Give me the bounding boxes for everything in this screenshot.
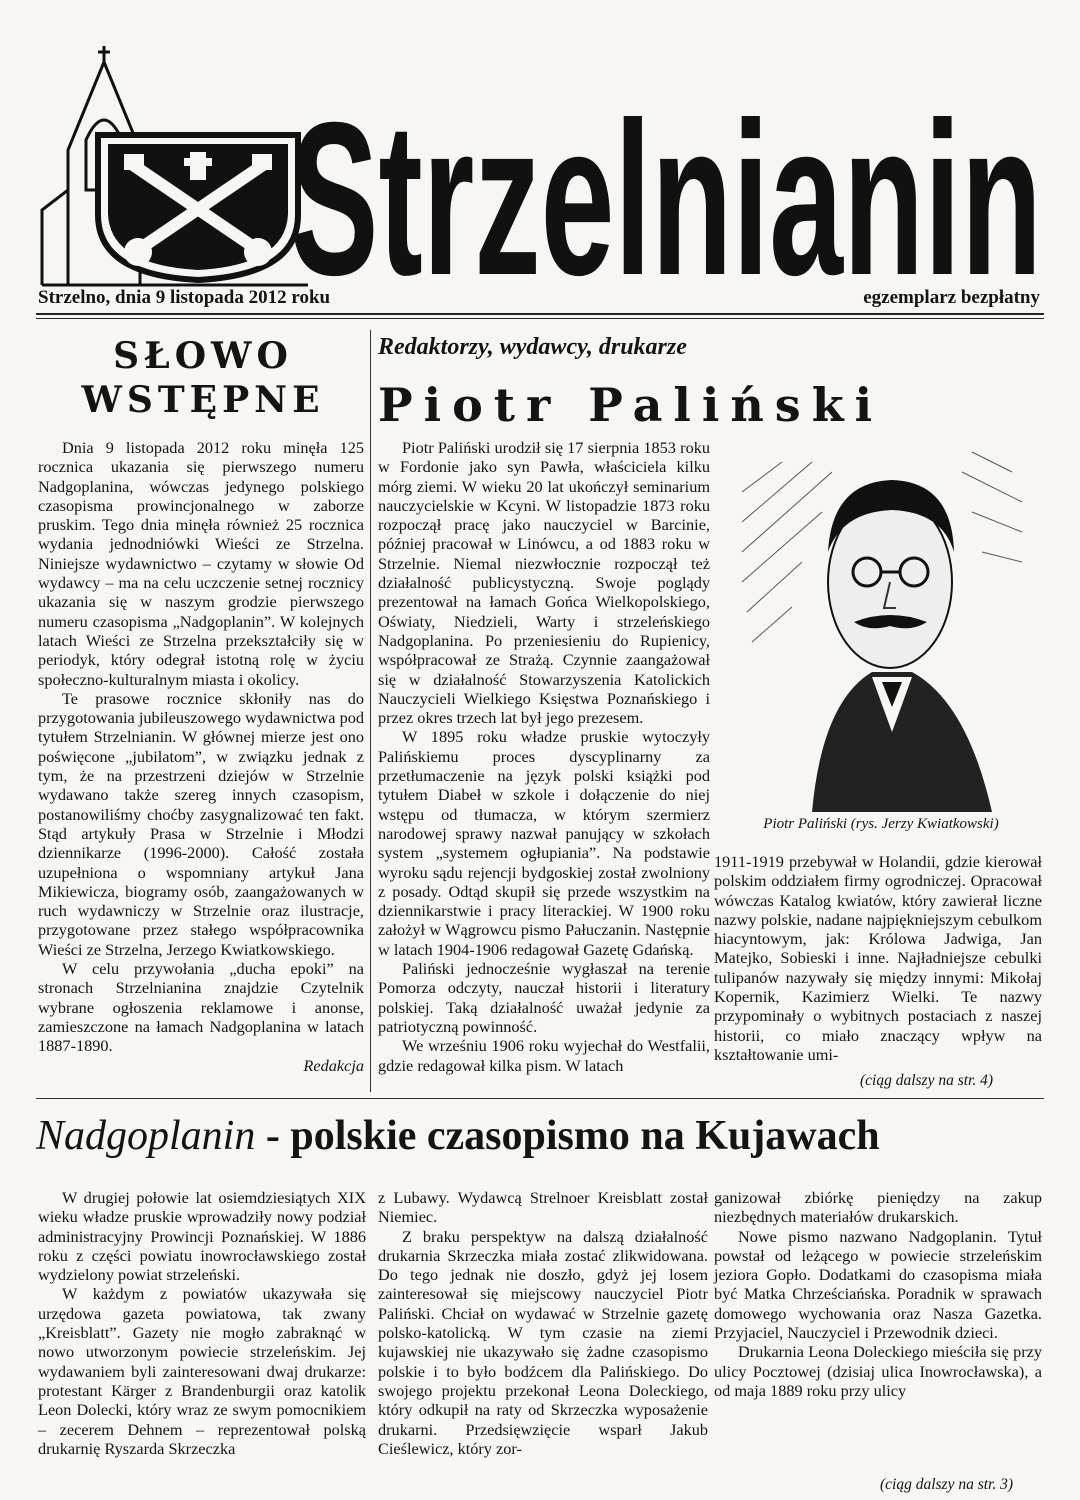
continued-note: (ciąg dalszy na str. 4) [860, 1072, 994, 1089]
article-paragraph: W każdym z powiatów ukazywała się urzędowa gazeta powiatowa, tak zwany „Kreisblatt”. Gazety nie mogło zabraknąć w nowo utworzonym powiecie strzeleńskim. Jej wydawaniem byli zainteresowani dwaj drukarze: protestant Kärger z Brandenburgii oraz katolik Leon Dolecki, który wraz ze swym pomocnikiem – zecerem Dehnem – reprezentował polską drukarnię Ryszarda Skrzeczka [38, 1284, 366, 1458]
portrait-illustration [722, 432, 1040, 814]
section-rule [36, 1098, 1044, 1099]
intro-heading-line1: SŁOWO [113, 335, 293, 377]
article-paragraph: W drugiej połowie lat osiemdziesiątych XIX wieku władze pruskie wprowadziły nowy podział administracyjny Prowincji Poznańskiej. W 1886 roku z części powiatu inowrocławskiego został wydzielony powiat strzeleński. [38, 1188, 366, 1285]
feature-paragraph: 1911-1919 przebywał w Holandii, gdzie kierował polskim oddziałem firmy ogrodniczej. Opracował wówczas Katalog kwiatów, który zawierał liczne nazwy polskie, nadane najpiękniejszym cebulkom hiacyntowym, jak: Królowa Jadwiga, Jan Matejko, Sobieski i inne. Najładniejsze cebulki tulipanów nazywały się między innymi: Mikołaj Kopernik, Kazimierz Wielki. Te nazwy przypominały o wybitnych postaciach z naszej historii, co miało znaczący wpływ na kształtowanie umi- [714, 852, 1042, 1064]
coat-of-arms-logo [28, 40, 318, 290]
feature-column-2 [714, 852, 1042, 1064]
intro-signature: Redakcja [303, 1055, 364, 1075]
feature-paragraph: We wrześniu 1906 roku wyjechał do Westfalii, gdzie redagował kilka pism. W latach [378, 1036, 710, 1075]
headline-italic: Nadgoplanin [36, 1113, 256, 1159]
article-column-2 [378, 1188, 708, 1458]
column-divider [370, 330, 371, 1092]
masthead-rule [36, 313, 1044, 315]
article-paragraph: ganizował zbiórkę pieniędzy na zakup niezbędnych materiałów drukarskich. [714, 1188, 1042, 1227]
feature-kicker: Redaktorzy, wydawcy, drukarze [378, 334, 687, 360]
intro-body [38, 438, 364, 1075]
masthead-title-text: Strzelnianin [290, 78, 1042, 286]
continued-note-2: (ciąg dalszy na str. 3) [880, 1476, 1014, 1493]
masthead-rule-thin [36, 318, 1044, 319]
intro-paragraph: Dnia 9 listopada 2012 roku minęła 125 rocznica ukazania się pierwszego numeru Nadgoplanina, wówczas jedynego polskiego czasopisma prowincjonalnego w zaborze pruskim. Tego dnia minęła również 25 rocznica wydania jednodniówki Wieści ze Strzelna. Niniejsze wydawnictwo – czytamy w słowie Od wydawcy – ma na celu uczczenie setnej rocznicy ukazania się w naszym grodzie pierwszego numeru czasopisma „Nadgoplanin”. W kolejnych latach Wieści ze Strzelna przekształciły się w periodyk, który odegrał istotną rolę w życiu społeczno-kulturalnym miasta i okolicy. [38, 438, 364, 689]
portrait-caption: Piotr Paliński (rys. Jerzy Kwiatkowski) [763, 816, 999, 832]
article-paragraph: z Lubawy. Wydawcą Strelnoer Kreisblatt został Niemiec. [378, 1188, 708, 1227]
headline-rest: - polskie czasopismo na Kujawach [255, 1113, 880, 1159]
feature-paragraph: W 1895 roku władze pruskie wytoczyły Palińskiemu proces dyscyplinarny za przetłumaczenie na język polski książki pod tytułem Diabeł w szkole i dołączenie do niej wstępu od tłumacza, w którym szermierz narodowej sprawy nazwał panujący w szkołach system „systemem ogłupiania”. Na podstawie wyroku sądu rejencji bydgoskiej został zwolniony z posady. Odtąd skupił się przede wszystkim na dziennikarstwie i pracy literackiej. W 1900 roku założył w Wągrowcu pismo Pałuczanin. Następnie w latach 1904-1906 redagował Gazetę Gdańską. [378, 727, 710, 959]
free-copy-label: egzemplarz bezpłatny [863, 287, 1040, 308]
feature-paragraph: Paliński jednocześnie wygłaszał na terenie Pomorza odczyty, nauczał historii i literatury polskiej. Taką działalność uważał jedynie za patriotyczną powinność. [378, 959, 710, 1036]
article-column-3 [714, 1188, 1042, 1400]
intro-heading-line2: WSTĘPNE [81, 379, 325, 421]
article-headline [36, 1112, 1044, 1160]
intro-paragraph: Te prasowe rocznice skłoniły nas do przygotowania jubileuszowego wydawnictwa pod tytułem Strzelnianin. W głównej mierze jest ono poświęcone „jubilatom”, w związku jednak z tym, że na przestrzeni dziejów w Strzelnie wydawano także szereg innych czasopism, postanowiliśmy choćby zasygnalizować ten fakt. Stąd artykuły Prasa w Strzelnie i Młodzi dziennikarze (1996-2000). Całość została uzupełniona o wspomniany artykuł Jana Mikiewicza, biogramy osób, zaangażowanych w ruch wydawniczy w Strzelnie oraz ilustracje, przygotowane przez stałego współpracownika Wieści ze Strzelna, Jerzego Kwiatkowskiego. [38, 688, 364, 959]
intro-heading [38, 334, 368, 422]
article-column-1 [38, 1188, 366, 1458]
feature-column-1 [378, 438, 710, 1075]
intro-paragraph: W celu przywołania „ducha epoki” na stronach Strzelnianina znajdzie Czytelnik wybrane ogłoszenia reklamowe i anonse, zamieszczone na łamach Nadgoplanina w latach 1887-1890. [38, 959, 364, 1056]
feature-title: Piotr Paliński [378, 378, 884, 432]
article-paragraph: Drukarnia Leona Doleckiego mieściła się przy ulicy Pocztowej (dzisiaj ulica Inowrocławska), a od maja 1889 roku przy ulicy [714, 1342, 1042, 1400]
article-paragraph: Z braku perspektyw na dalszą działalność drukarnia Skrzeczka miała zostać zlikwidowana. Do tego jednak nie doszło, gdyż jej losem zainteresował się miejscowy nauczyciel Piotr Paliński. Chciał on wydawać w Strzelnie gazetę polsko-katolicką. W tym czasie na ziemi kujawskiej nie ukazywało się żadne czasopismo polskie i to było bodźcem dla Palińskiego. Do swojego projektu przekonał Leona Doleckiego, który odkupił na raty od Skrzeczka wyposażenie drukarni. Przedsięwzięcie wsparł Jakub Cieślewicz, który zor- [378, 1226, 708, 1458]
masthead-title [288, 76, 1048, 286]
article-paragraph: Nowe pismo nazwano Nadgoplanin. Tytuł powstał od leżącego w powiecie strzeleńskim jeziora Gopło. Dodatkami do czasopisma miała być Matka Chrześciańska. Poradnik w sprawach domowego wychowania oraz Nasza Gazetka. Przyjaciel, Nauczyciel i Przewodnik dzieci. [714, 1226, 1042, 1343]
date-line: Strzelno, dnia 9 listopada 2012 roku [38, 287, 331, 308]
feature-paragraph: Piotr Paliński urodził się 17 sierpnia 1853 roku w Fordonie jako syn Pawła, właściciela kilku mórg ziemi. W wieku 20 lat ukończył seminarium nauczycielskie w Kcyni. W listopadzie 1873 roku rozpoczął pracę jako nauczyciel w Barcinie, później pracował w Linówcu, a od 1883 roku w Strzelnie. Niemal niezwłocznie rozpoczął też działalność publicystyczną. Swoje poglądy prezentował na łamach Gońca Wielkopolskiego, Oświaty, Niedzieli, Warty i strzeleńskiego Nadgoplanina. Po przeniesieniu do Rupienicy, współpracował ze Strażą. Czynnie zaangażował się w działalność Stowarzyszenia Katolickich Nauczycieli Wielkiego Księstwa Poznańskiego i przez okres trzech lat był jego prezesem. [378, 438, 710, 728]
